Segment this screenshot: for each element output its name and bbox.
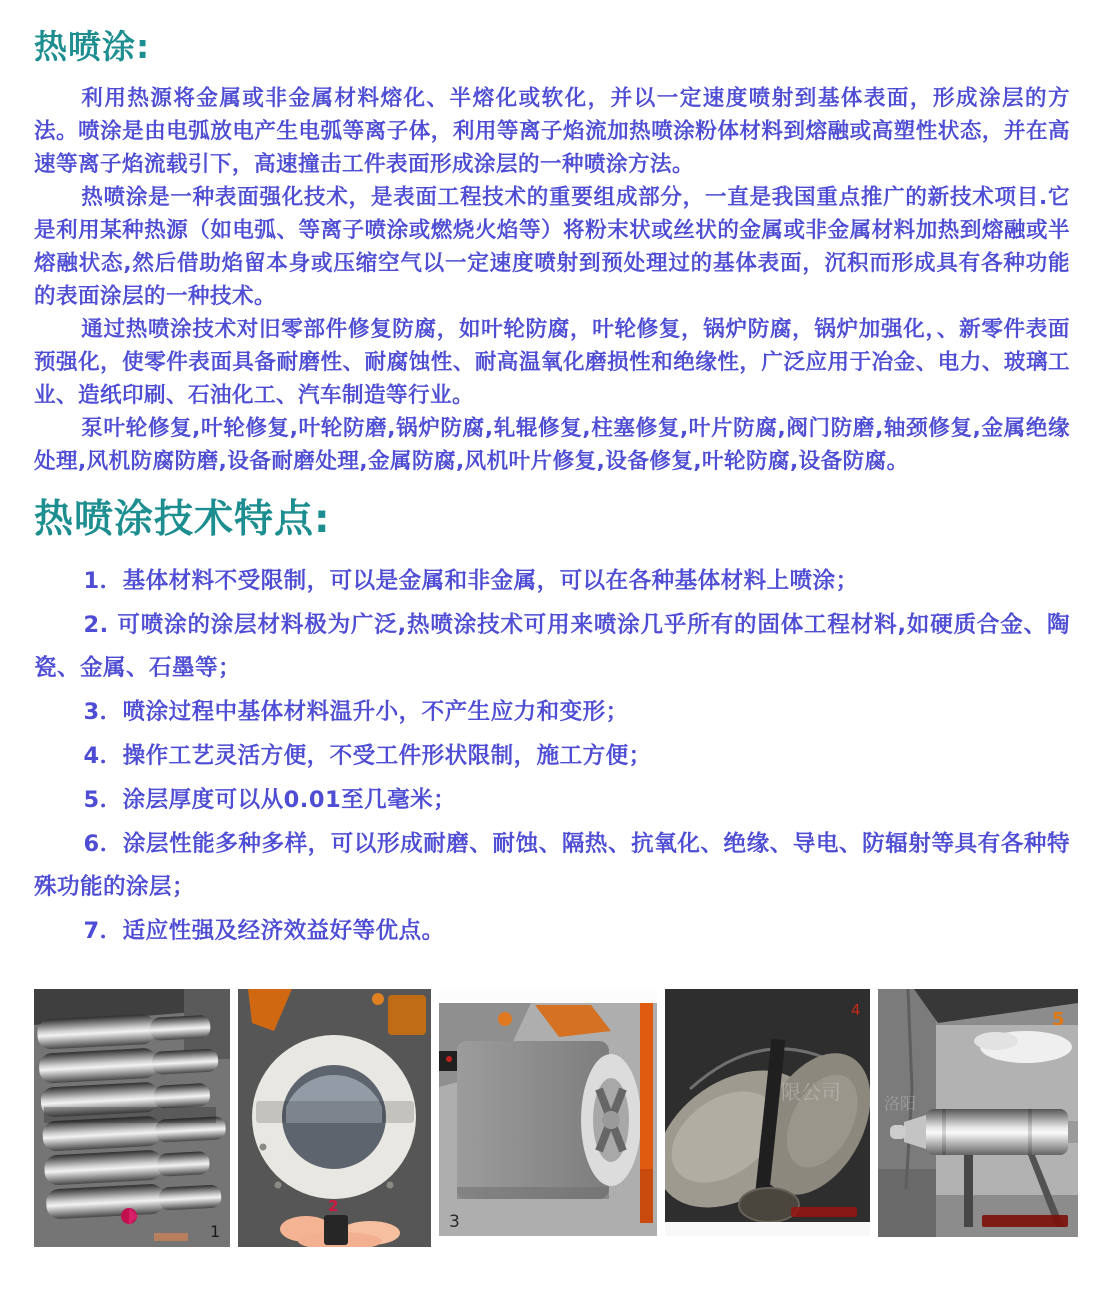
features-heading: 热喷涂技术特点: — [34, 497, 331, 542]
photo-marker: 3 — [449, 1212, 460, 1232]
paragraph-technology: 热喷涂是一种表面强化技术，是表面工程技术的重要组成部分，一直是我国重点推广的新技术项目.它是利用某种热源（如电弧、等离子喷涂或燃烧火焰等）将粉末状或丝状的金属或非金属材料加热到熔融或半熔融状态,然后借助焰留本身或压缩空气以一定速度喷射到预处理过的基体表面，沉积而形成具有各种功能的表面涂层的一种技术。 — [34, 185, 1070, 309]
feature-item-1: 1．基体材料不受限制，可以是金属和非金属，可以在各种基体材料上喷涂； — [83, 568, 859, 594]
feature-item-3: 3．喷涂过程中基体材料温升小，不产生应力和变形； — [83, 699, 629, 725]
feature-item-4: 4．操作工艺灵活方便，不受工件形状限制，施工方便； — [83, 743, 652, 769]
feature-item-6: 6．涂层性能多种多样，可以形成耐磨、耐蚀、隔热、抗氧化、绝缘、导电、防辐射等具有各种特殊功能的涂层； — [34, 831, 1070, 900]
page-title: 热喷涂: — [34, 27, 151, 66]
feature-item-7: 7．适应性强及经济效益好等优点。 — [83, 918, 445, 944]
feature-item-5: 5．涂层厚度可以从0.01至几毫米； — [83, 787, 457, 813]
paragraph-definition: 利用热源将金属或非金属材料熔化、半熔化或软化，并以一定速度喷射到基体表面，形成涂层的方法。喷涂是由电弧放电产生电弧等离子体，利用等离子焰流加热喷涂粉体材料到熔融或高塑性状态，并在高速等离子焰流载引下，高速撞击工件表面形成涂层的一种喷涂方法。 — [34, 86, 1070, 177]
photo-marker: 1 — [210, 1222, 221, 1241]
feature-item-2: 2. 可喷涂的涂层材料极为广泛,热喷涂技术可用来喷涂几乎所有的固体工程材料,如硬质合金、陶瓷、金属、石墨等； — [34, 612, 1070, 681]
features-list — [34, 560, 1070, 953]
photo-impeller-blades — [665, 989, 870, 1236]
photo-gallery — [34, 989, 1070, 1247]
photo-coated-ring — [238, 989, 431, 1247]
photo-marker: 5 — [1052, 1009, 1065, 1030]
photo-watermark: 洛阳 — [884, 1094, 917, 1113]
photo-marker: 2 — [328, 1197, 339, 1215]
photo-watermark: 限公司 — [781, 1080, 841, 1104]
photo-metal-shafts — [34, 989, 230, 1247]
photo-marker: 4 — [851, 1001, 861, 1019]
paragraph-services: 泵叶轮修复,叶轮修复,叶轮防磨,锅炉防腐,轧辊修复,柱塞修复,叶片防腐,阀门防磨,轴颈修复,金属绝缘处理,风机防腐防磨,设备耐磨处理,金属防腐,风机叶片修复,设备修复,叶轮防腐,设备防腐。 — [34, 416, 1070, 474]
paragraph-applications: 通过热喷涂技术对旧零部件修复防腐，如叶轮防腐，叶轮修复，锅炉防腐，锅炉加强化，、新零件表面预强化，使零件表面具备耐磨性、耐腐蚀性、耐高温氧化磨损性和绝缘性，广泛应用于冶金、电力、玻璃工业、造纸印刷、石油化工、汽车制造等行业。 — [34, 317, 1070, 408]
photo-spindle-shaft — [878, 989, 1078, 1237]
intro-paragraphs — [34, 82, 1070, 478]
photo-drum-workpiece — [439, 989, 657, 1236]
